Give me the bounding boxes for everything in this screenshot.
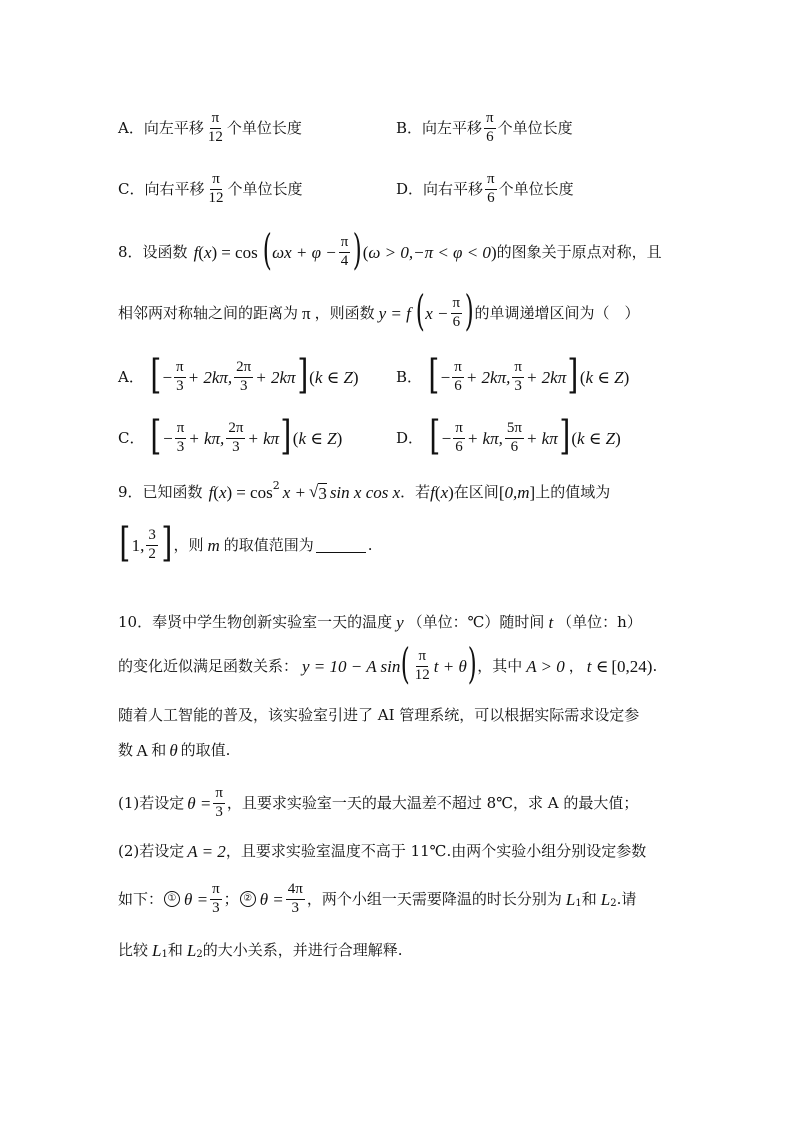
q8-option-d: D． [ − $\frac{\pi}{6}$ + kπ, $\frac{5\pi}{6}$ + kπ ] ( k ∈ Z ) <box>396 413 621 459</box>
q9-stem-line2: [ 1, $\frac{3}{2}$ ] ，则 m 的取值范围为 . <box>119 520 373 566</box>
q8-stem-line1: 8． 设函数 f ( x ) = cos ( ωx + φ − $\frac{\pi}{4}$ ) ( ω > 0,−π < φ < 0 ) 的图象关于原点对称，且 <box>118 225 662 274</box>
q7-option-c: C． 向右平移 $\frac{\pi}{12}$ 个单位长度 <box>118 170 303 206</box>
q8-option-a: A． [ − $\frac{\pi}{3}$ + 2kπ, $\frac{2\pi}{3}$ + 2kπ ] ( k ∈ Z ) <box>118 352 359 398</box>
q10-stem-line3: 随着人工智能的普及，该实验室引进了 AI 管理系统，可以根据实际需求设定参 <box>118 705 640 724</box>
q8-option-b: B． [ − $\frac{\pi}{6}$ + 2kπ, $\frac{\pi}{3}$ + 2kπ ] ( k ∈ Z ) <box>396 352 630 398</box>
q10-stem-line1: 10． 奉贤中学生物创新实验室一天的温度 y （单位：℃）随时间 t （单位：h） <box>118 612 642 632</box>
q10-stem-line4: 数 A 和 θ 的取值. <box>118 740 231 760</box>
q7-option-b: B． 向左平移 $\frac{\pi}{6}$ 个单位长度 <box>396 109 573 145</box>
answer-blank <box>316 538 366 553</box>
q10-stem-line2: 的变化近似满足函数关系： y = 10 − A sin ( $\frac{\pi}{12}$ t + θ ) ，其中 A > 0 ， t ∈ [ 0,24 ) . <box>118 639 658 688</box>
q7-option-a: A． 向左平移 $\frac{\pi}{12}$ 个单位长度 <box>118 109 302 145</box>
q9-stem-line1: 9． 已知函数 f ( x ) = cos 2 x + √ 3 sin x cos x ．若 f ( x ) 在区间 [ 0,m ] 上的值域为 <box>118 478 611 503</box>
q10-part2-compare: 比较 L 1 和 L 2 的大小关系，并进行合理解释. <box>118 940 403 960</box>
q8-stem-line2: 相邻两对称轴之间的距离为 π ，则函数 y = f ( x − $\frac{\pi}{6}$ ) 的单调递增区间为（ ） <box>118 286 640 335</box>
q10-part2: (2)若设定 A = 2 ，且要求实验室温度不高于 11℃.由两个实验小组分别设定参数 <box>118 841 647 861</box>
q8-option-c: C． [ − $\frac{\pi}{3}$ + kπ, $\frac{2\pi}{3}$ + kπ ] ( k ∈ Z ) <box>118 413 343 459</box>
q10-part1: (1)若设定 θ = $\frac{\pi}{3}$ ，且要求实验室一天的最大温差不超过 8℃，求 A 的最大值； <box>118 784 639 820</box>
q7-option-d: D． 向右平移 $\frac{\pi}{6}$ 个单位长度 <box>396 170 574 206</box>
q10-part2-settings: 如下： ① θ = $\frac{\pi}{3}$ ； ② θ = $\frac{4\pi}{3}$ ，两个小组一天需要降温的时长分别为 L 1 和 L 2 .请 <box>118 880 637 916</box>
